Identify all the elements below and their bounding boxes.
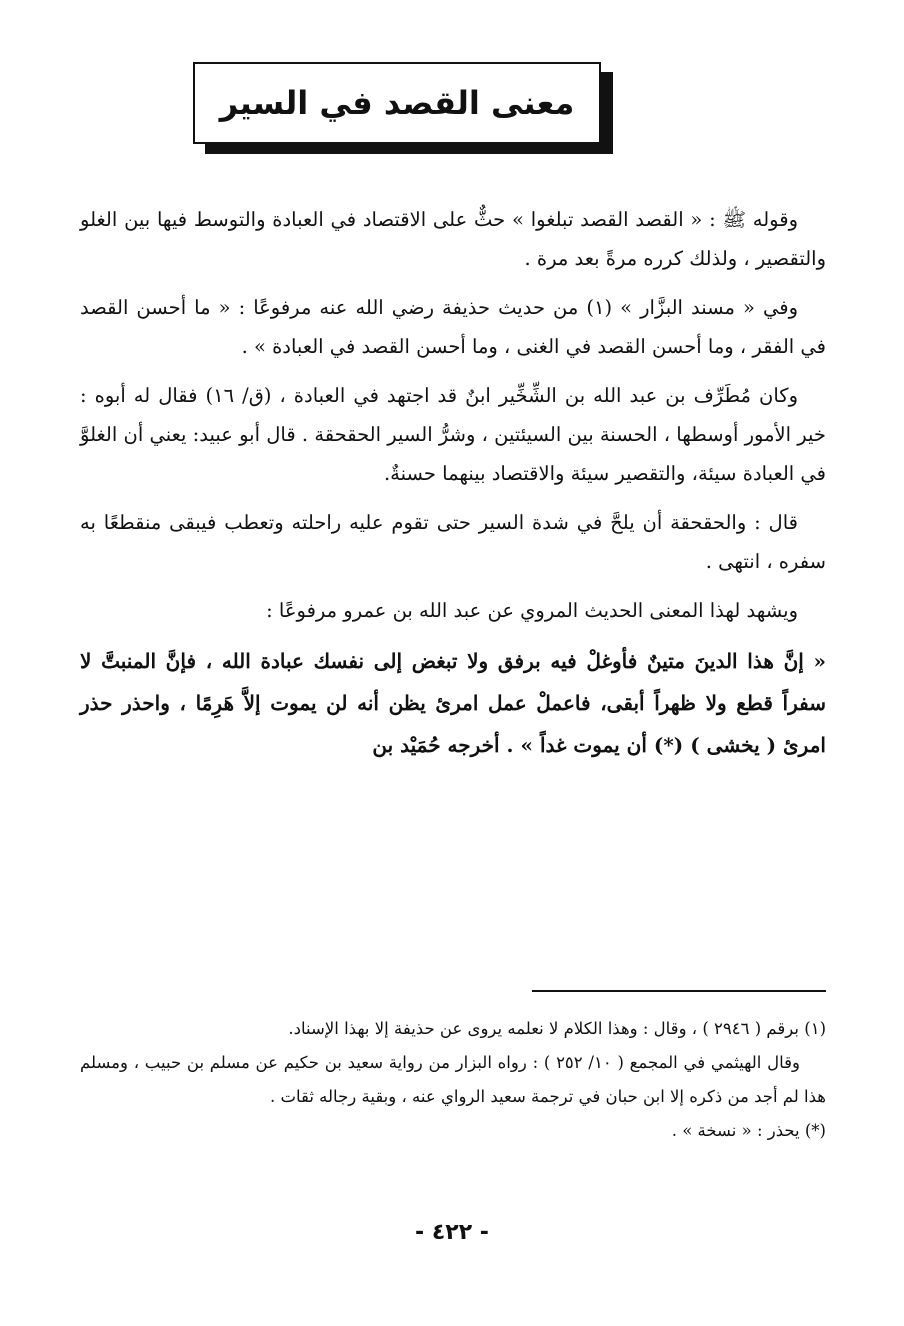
footnote	[80, 1046, 826, 1114]
paragraph-text: وفي « مسند البزَّار » (١) من حديث حذيفة رضي الله عنه مرفوعًا : « ما أحسن القصد في الفقر ، وما أحسن القصد في الغنى ، وما أحسن القصد في العبادة » .	[80, 296, 826, 358]
paragraph-text: وقوله ﷺ : « القصد القصد تبلغوا » حثٌّ على الاقتصاد في العبادة والتوسط فيها بين الغلو والتقصير ، ولذلك كرره مرةً بعد مرة .	[80, 208, 826, 270]
footnote	[80, 1012, 826, 1046]
footnote-separator	[532, 990, 826, 992]
chapter-title: معنى القصد في السير	[219, 84, 575, 122]
paragraph-text: قال : والحقحقة أن يلحَّ في شدة السير حتى تقوم عليه راحلته وتعطب فيبقى منقطعًا به سفره ، انتهى .	[80, 511, 826, 573]
paragraph-text: « إنَّ هذا الدينَ متينٌ فأوغلْ فيه برفق ولا تبغض إلى نفسك عبادة الله ، فإنَّ المنبتَّ لا سفراً قطع ولا ظهراً أبقى، فاعملْ عمل امرئ يظن أنه لن يموت إلاَّ هَرِمًا ، واحذر حذر امرئ ( يخشى ) (*) أن يموت غداً » . أخرجه حُمَيْد بن	[80, 649, 826, 757]
paragraph	[80, 591, 826, 630]
page-number: - ٤٢٢ -	[415, 1220, 489, 1245]
hadith-quote	[80, 640, 826, 766]
paragraph	[80, 503, 826, 581]
title-frame	[193, 62, 601, 144]
paragraph	[80, 376, 826, 493]
paragraph-text: وكان مُطَرِّف بن عبد الله بن الشِّخِّير ابنٌ قد اجتهد في العبادة ، (ق/ ١٦) فقال له أبوه : خير الأمور أوسطها ، الحسنة بين السيئتين ، وشرُّ السير الحقحقة . قال أبو عبيد: يعني أن الغلوَّ في العبادة سيئة، والتقصير سيئة والاقتصاد بينهما حسنةٌ.	[80, 384, 826, 485]
main-text	[80, 200, 826, 776]
footnotes	[80, 1012, 826, 1148]
chapter-title-box	[193, 62, 613, 154]
footnote-text: وقال الهيثمي في المجمع ( ١٠/ ٢٥٢ ) : رواه البزار من رواية سعيد بن حكيم عن مسلم بن حبيب ، ومسلم هذا لم أجد من ذكره إلا ابن حبان في ترجمة سعيد الرواي عنه ، وبقية رجاله ثقات .	[80, 1053, 826, 1106]
footnote-text: (١) برقم ( ٢٩٤٦ ) ، وقال : وهذا الكلام لا نعلمه يروى عن حذيفة إلا بهذا الإسناد.	[288, 1019, 826, 1038]
paragraph	[80, 288, 826, 366]
footnote-text: (*) يحذر : « نسخة » .	[671, 1121, 826, 1140]
footnote	[80, 1114, 826, 1148]
paragraph	[80, 200, 826, 278]
paragraph-text: ويشهد لهذا المعنى الحديث المروي عن عبد الله بن عمرو مرفوعًا :	[266, 599, 798, 622]
